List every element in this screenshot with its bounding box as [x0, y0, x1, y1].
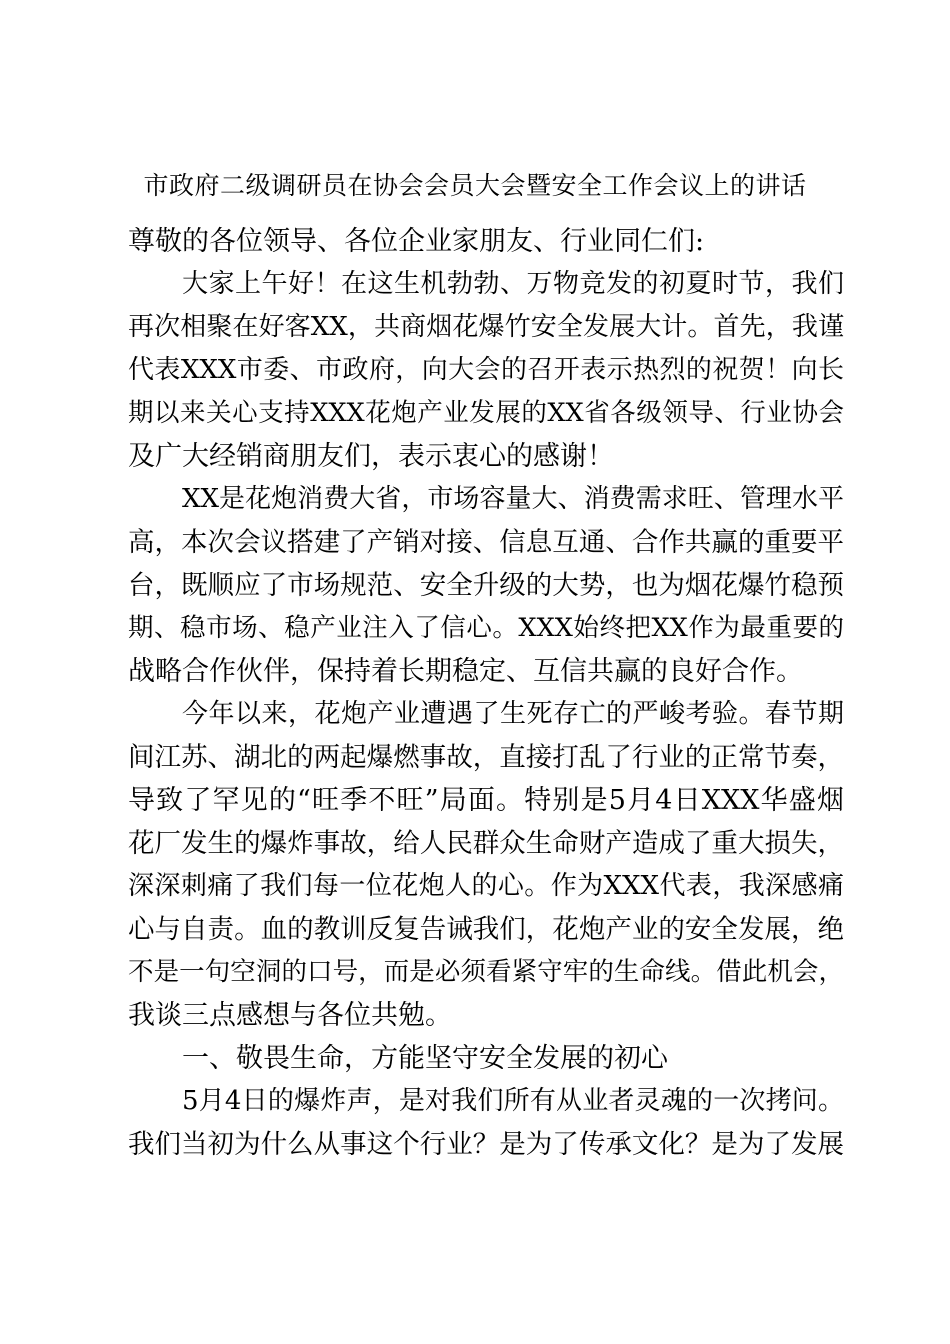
text-line: 大家上午好！在这生机勃勃、万物竞发的初夏时节，我们 — [182, 269, 844, 299]
text-line: 期以来关心支持XXX花炮产业发展的XX省各级领导、行业协会 — [128, 398, 844, 428]
text-line: 心与自责。血的教训反复告诫我们，花炮产业的安全发展，绝 — [128, 914, 844, 945]
page-title: 市政府二级调研员在协会会员大会暨安全工作会议上的讲话 — [143, 171, 807, 200]
text-line: 再次相聚在好客XX，共商烟花爆竹安全发展大计。首先，我谨 — [128, 312, 844, 342]
text-line: 高，本次会议搭建了产销对接、信息互通、合作共赢的重要平 — [128, 527, 844, 558]
text-line: 5月4日的爆炸声，是对我们所有从业者灵魂的一次拷问。 — [182, 1086, 844, 1116]
text-line: XX是花炮消费大省，市场容量大、消费需求旺、管理水平 — [182, 484, 844, 514]
text-line: 期、稳市场、稳产业注入了信心。XXX始终把XX作为最重要的 — [128, 613, 844, 643]
text-line: 台，既顺应了市场规范、安全升级的大势，也为烟花爆竹稳预 — [128, 570, 844, 601]
text-line: 代表XXX市委、市政府，向大会的召开表示热烈的祝贺！向长 — [128, 355, 844, 385]
text-line: 我们当初为什么从事这个行业？是为了传承文化？是为了发展 — [128, 1129, 844, 1160]
text-line: 间江苏、湖北的两起爆燃事故，直接打乱了行业的正常节奏， — [128, 742, 844, 773]
text-line: 花厂发生的爆炸事故，给人民群众生命财产造成了重大损失， — [128, 828, 844, 859]
text-line: 尊敬的各位领导、各位企业家朋友、行业同仁们: — [128, 226, 705, 257]
text-line: 一、敬畏生命，方能坚守安全发展的初心 — [182, 1043, 668, 1074]
text-line: 深深刺痛了我们每一位花炮人的心。作为XXX代表，我深感痛 — [128, 871, 844, 901]
text-line: 不是一句空洞的口号，而是必须看紧守牢的生命线。借此机会， — [128, 957, 844, 987]
text-line: 导致了罕见的“旺季不旺”局面。特别是5月4日XXX华盛烟 — [128, 785, 844, 816]
text-line: 战略合作伙伴，保持着长期稳定、互信共赢的良好合作。 — [128, 656, 803, 687]
speech-body — [128, 220, 844, 1166]
text-line: 我谈三点感想与各位共勉。 — [128, 1000, 452, 1031]
text-line: 今年以来，花炮产业遭遇了生死存亡的严峻考验。春节期 — [182, 699, 844, 729]
text-line: 及广大经销商朋友们，表示衷心的感谢！ — [128, 441, 614, 472]
